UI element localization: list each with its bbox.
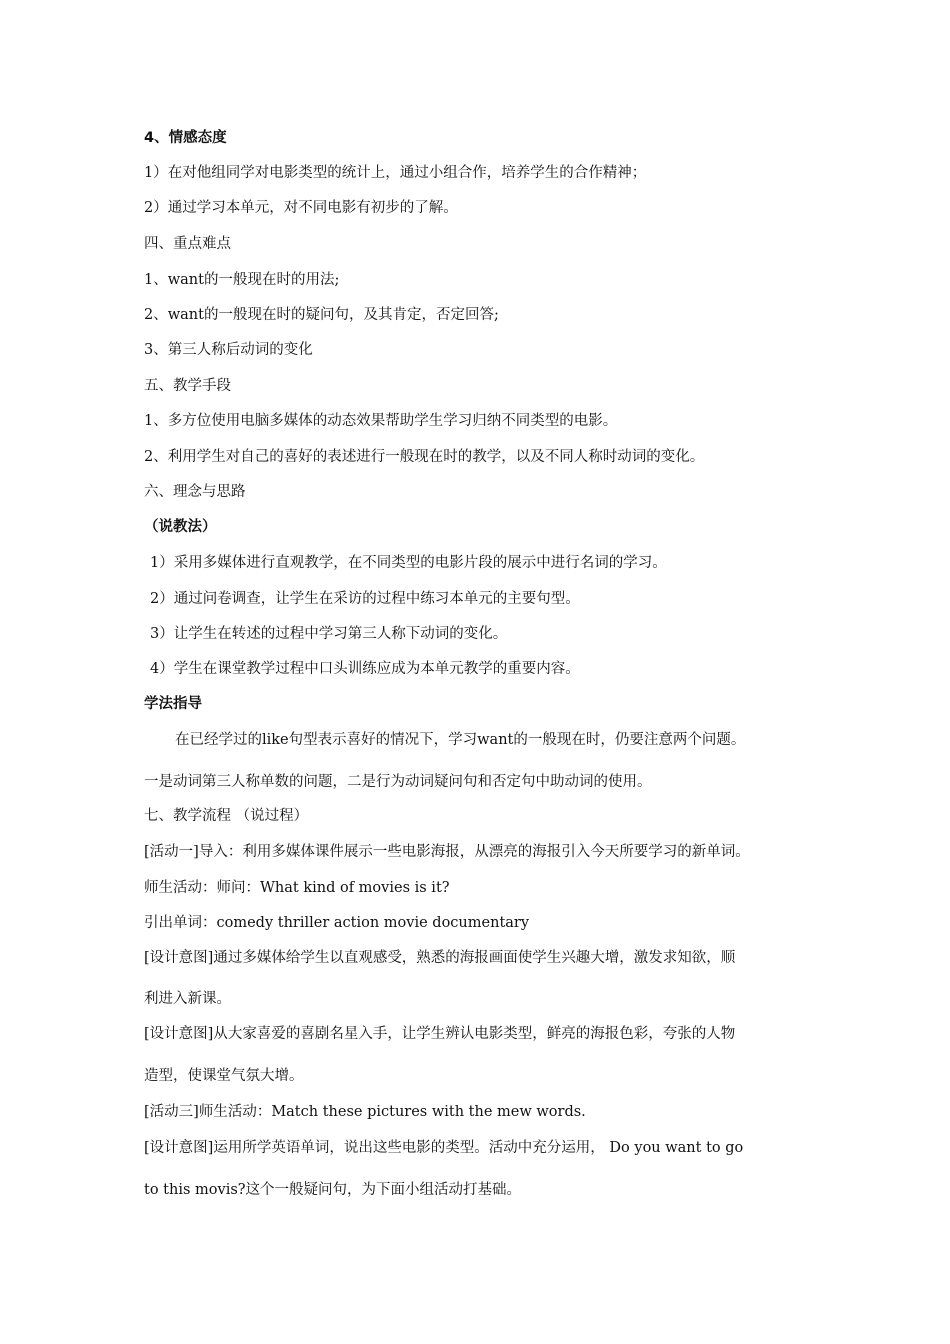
paragraph-line: 1）在对他组同学对电影类型的统计上，通过小组合作，培养学生的合作精神；	[144, 165, 647, 181]
paragraph-line: [活动三]师生活动：Match these pictures with the mew words.	[144, 1104, 586, 1120]
section-heading-teaching-process: 七、教学流程 （说过程）	[144, 808, 309, 824]
paragraph-line: 4）学生在课堂教学过程中口头训练应成为本单元教学的重要内容。	[150, 661, 580, 677]
paragraph-line: 引出单词：comedy thriller action movie documentary	[144, 915, 530, 931]
subheading-teaching-method: （说教法）	[144, 519, 217, 535]
section-heading-key-points: 四、重点难点	[144, 236, 231, 252]
paragraph-line: 1）采用多媒体进行直观教学，在不同类型的电影片段的展示中进行名词的学习。	[150, 555, 667, 571]
paragraph-line: 2、want的一般现在时的疑问句，及其肯定，否定回答;	[144, 307, 499, 323]
paragraph-line: 1、want的一般现在时的用法;	[144, 272, 340, 288]
heading-emotion-attitude: 4、情感态度	[144, 130, 227, 146]
paragraph-line: 造型，使课堂气氛大增。	[144, 1068, 304, 1084]
paragraph-line: [活动一]导入：利用多媒体课件展示一些电影海报，从漂亮的海报引入今天所要学习的新单词。	[144, 844, 750, 860]
paragraph-line: to this movis?这个一般疑问句，为下面小组活动打基础。	[144, 1182, 522, 1198]
paragraph-line: [设计意图]通过多媒体给学生以直观感受，熟悉的海报画面使学生兴趣大增，激发求知欲，顺	[144, 950, 736, 966]
paragraph-line: [设计意图]从大家喜爱的喜剧名星入手，让学生辨认电影类型，鲜亮的海报色彩，夸张的人物	[144, 1026, 736, 1042]
paragraph-line: 师生活动：师问：What kind of movies is it?	[144, 880, 450, 896]
paragraph-line: 2、利用学生对自己的喜好的表述进行一般现在时的教学，以及不同人称时动词的变化。	[144, 449, 705, 465]
paragraph-line: 在已经学过的like句型表示喜好的情况下，学习want的一般现在时，仍要注意两个问题。	[175, 732, 746, 748]
paragraph-line: 2）通过学习本单元，对不同电影有初步的了解。	[144, 200, 458, 216]
section-heading-concept: 六、理念与思路	[144, 484, 246, 500]
paragraph-line: [设计意图]运用所学英语单词，说出这些电影的类型。活动中充分运用， Do you want to go	[144, 1140, 744, 1156]
paragraph-line: 2）通过问卷调查，让学生在采访的过程中练习本单元的主要句型。	[150, 591, 580, 607]
paragraph-line: 3）让学生在转述的过程中学习第三人称下动词的变化。	[150, 626, 508, 642]
paragraph-line: 3、第三人称后动词的变化	[144, 342, 313, 358]
paragraph-line: 利进入新课。	[144, 991, 231, 1007]
subheading-learning-guidance: 学法指导	[144, 696, 202, 712]
paragraph-line: 1、多方位使用电脑多媒体的动态效果帮助学生学习归纳不同类型的电影。	[144, 413, 618, 429]
paragraph-line: 一是动词第三人称单数的问题，二是行为动词疑问句和否定句中助动词的使用。	[144, 774, 652, 790]
section-heading-teaching-means: 五、教学手段	[144, 378, 231, 394]
